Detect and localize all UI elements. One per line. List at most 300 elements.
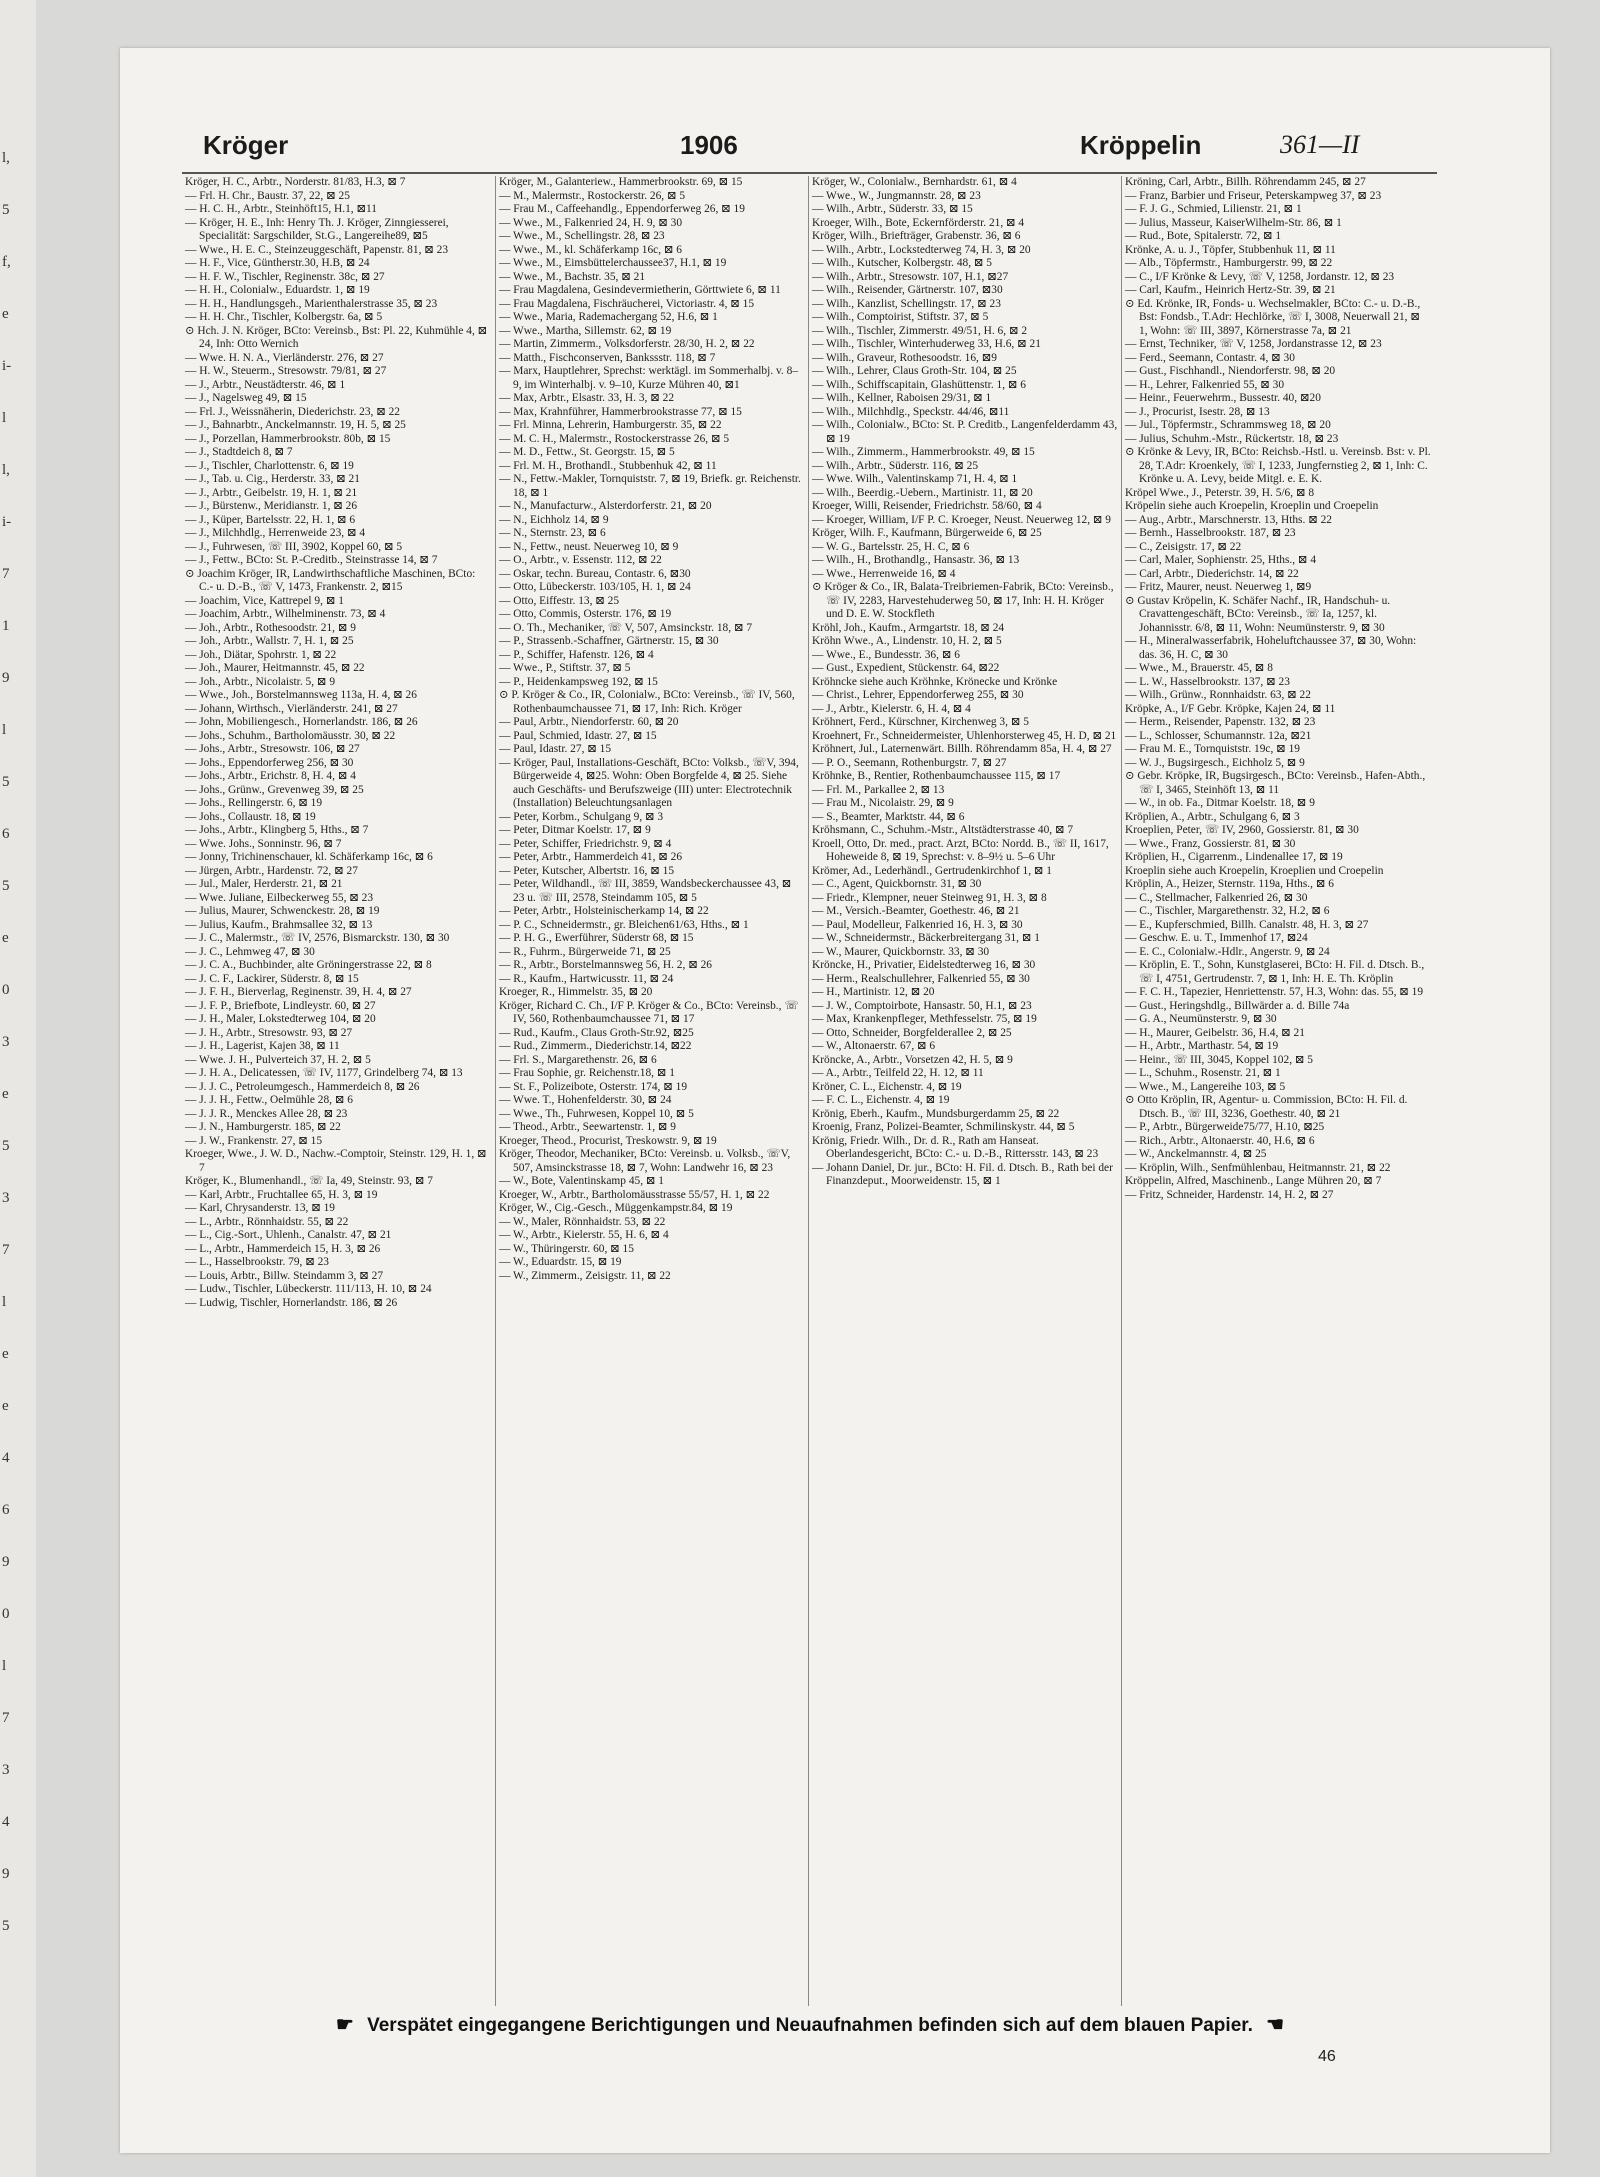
directory-entry: — Carl, Arbtr., Diederichstr. 14, ⊠ 22 xyxy=(1125,567,1299,580)
directory-entry: — Paul, Modelleur, Falkenried 16, H. 3, ⊠ 30 xyxy=(812,918,1023,931)
directory-entry: — Heinr., ☏ III, 3045, Koppel 102, ⊠ 5 xyxy=(1125,1053,1313,1066)
directory-entry: — L., Cig.-Sort., Uhlenh., Canalstr. 47, ⊠ 21 xyxy=(185,1229,392,1241)
margin-mark: e xyxy=(2,306,9,322)
directory-entry: — Kröplin, E. T., Sohn, Kunstglaserei, BCto: H. Fil. d. Dtsch. B., ☏ I, 4751, Gertrudenstr. 7, ⊠ 1, Inh: H. E. Th. Kröplin xyxy=(1125,959,1425,985)
directory-entry: Kroeger, W., Arbtr., Bartholomäusstrasse 55/57, H. 1, ⊠ 22 xyxy=(499,1188,770,1201)
directory-entry: Krömer, Ad., Lederhändl., Gertrudenkirchhof 1, ⊠ 1 xyxy=(812,864,1052,877)
directory-entry: — Peter, Arbtr., Holsteinischerkamp 14, ⊠ 22 xyxy=(499,905,709,917)
directory-entry: Kroeger, Willi, Reisender, Friedrichstr. 58/60, ⊠ 4 xyxy=(812,500,1042,512)
margin-mark: 3 xyxy=(2,1762,10,1778)
directory-entry: — Max, Arbtr., Elsastr. 33, H. 3, ⊠ 22 xyxy=(499,392,675,404)
directory-entry: — Karl, Chrysanderstr. 13, ⊠ 19 xyxy=(185,1202,336,1214)
margin-mark: 7 xyxy=(2,566,10,582)
directory-entry: — Joh., Arbtr., Rothesoodstr. 21, ⊠ 9 xyxy=(185,621,356,634)
directory-entry: — J., Bürstenw., Meridianstr. 1, ⊠ 26 xyxy=(185,500,358,512)
margin-mark: 7 xyxy=(2,1710,10,1726)
directory-entry: — Theod., Arbtr., Seewartenstr. 1, ⊠ 9 xyxy=(499,1121,677,1133)
margin-mark: 0 xyxy=(2,1606,10,1622)
directory-entry: — R., Kaufm., Hartwicusstr. 11, ⊠ 24 xyxy=(499,972,674,985)
directory-entry: — Paul, Schmied, Idastr. 27, ⊠ 15 xyxy=(499,729,657,742)
margin-mark: 7 xyxy=(2,1242,10,1258)
directory-entry: — Jürgen, Arbtr., Hardenstr. 72, ⊠ 27 xyxy=(185,864,358,877)
directory-entry: — Wilh., H., Brothandlg., Hansastr. 36, ⊠ 13 xyxy=(812,554,1020,566)
directory-entry: — N., Manufacturw., Alsterdorferstr. 21, ⊠ 20 xyxy=(499,500,712,512)
directory-entry: — W., Arbtr., Kielerstr. 55, H. 6, ⊠ 4 xyxy=(499,1229,669,1241)
directory-entry: — J. W., Comptoirbote, Hansastr. 50, H.1, ⊠ 23 xyxy=(812,999,1032,1012)
directory-entry: — Wilh., Schiffscapitain, Glashüttenstr. 1, ⊠ 6 xyxy=(812,378,1026,391)
directory-entry: — W., Eduardstr. 15, ⊠ 19 xyxy=(499,1256,622,1268)
directory-entry: — Johs., Collaustr. 18, ⊠ 19 xyxy=(185,810,316,823)
directory-entry: — Johs., Arbtr., Klingberg 5, Hths., ⊠ 7 xyxy=(185,824,369,836)
directory-entry: — Frl. S., Margarethenstr. 26, ⊠ 6 xyxy=(499,1053,657,1066)
margin-mark: l, xyxy=(2,150,10,166)
directory-entry: Kroeger, Wwe., J. W. D., Nachw.-Comptoir, Steinstr. 129, H. 1, ⊠ 7 xyxy=(185,1148,487,1174)
directory-entry: Kroeger, R., Himmelstr. 35, ⊠ 20 xyxy=(499,986,653,998)
directory-entry: Kröhn Wwe., A., Lindenstr. 10, H. 2, ⊠ 5 xyxy=(812,635,1002,647)
directory-entry: — Geschw. E. u. T., Immenhof 17, ⊠24 xyxy=(1125,932,1308,944)
directory-entry: — Wwe., M., Langereihe 103, ⊠ 5 xyxy=(1125,1080,1286,1093)
directory-entry: — Wilh., Kanzlist, Schellingstr. 17, ⊠ 23 xyxy=(812,297,1001,310)
directory-entry: — Joh., Arbtr., Nicolaistr. 5, ⊠ 9 xyxy=(185,675,336,688)
directory-entry: — W. J., Bugsirgesch., Eichholz 5, ⊠ 9 xyxy=(1125,756,1305,769)
directory-entry: — Julius, Maurer, Schwenckestr. 28, ⊠ 19 xyxy=(185,905,380,917)
margin-mark: 9 xyxy=(2,670,10,686)
directory-entry: — Bernh., Hasselbrookstr. 187, ⊠ 23 xyxy=(1125,527,1296,539)
directory-entry: Kröner, C. L., Eichenstr. 4, ⊠ 19 xyxy=(812,1080,962,1093)
directory-entry: — H. F., Vice, Güntherstr.30, H.B, ⊠ 24 xyxy=(185,257,370,269)
directory-entry: — Jul., Maler, Herderstr. 21, ⊠ 21 xyxy=(185,878,343,890)
directory-entry: — Frl. J., Weissnäherin, Diederichstr. 23, ⊠ 22 xyxy=(185,405,401,418)
directory-entry: — Wwe., H. E. C., Steinzeuggeschäft, Papenstr. 81, ⊠ 23 xyxy=(185,243,449,256)
directory-entry: — O. Th., Mechaniker, ☏ V, 507, Amsinckstr. 18, ⊠ 7 xyxy=(499,621,753,634)
directory-entry: — E., Kupferschmied, Billh. Canalstr. 48, H. 3, ⊠ 27 xyxy=(1125,918,1369,931)
directory-entry: — N., Sternstr. 23, ⊠ 6 xyxy=(499,527,606,539)
directory-entry: — F. J. G., Schmied, Lilienstr. 21, ⊠ 1 xyxy=(1125,203,1302,215)
directory-entry: — Ernst, Techniker, ☏ V, 1258, Jordanstrasse 12, ⊠ 23 xyxy=(1125,338,1382,350)
directory-entry: — A., Arbtr., Teilfeld 22, H. 12, ⊠ 11 xyxy=(812,1067,984,1079)
directory-entry: Kröger, W., Colonialw., Bernhardstr. 61, ⊠ 4 xyxy=(812,176,1017,188)
margin-mark: 5 xyxy=(2,1918,10,1934)
directory-entry: — Franz, Barbier und Friseur, Peterskampweg 37, ⊠ 23 xyxy=(1125,189,1382,202)
directory-entry: Kröger, Wilh. F., Kaufmann, Bürgerweide 6, ⊠ 25 xyxy=(812,527,1042,539)
directory-entry: — Wwe., M., Eimsbüttelerchaussee37, H.1, ⊠ 19 xyxy=(499,257,727,269)
directory-entry: — Wwe., Joh., Borstelmannsweg 113a, H. 4, ⊠ 26 xyxy=(185,689,417,701)
directory-entry: — Louis, Arbtr., Billw. Steindamm 3, ⊠ 27 xyxy=(185,1269,384,1282)
margin-mark: l xyxy=(2,1294,7,1310)
directory-entry: — P., Arbtr., Bürgerweide75/77, H.10, ⊠25 xyxy=(1125,1121,1325,1133)
directory-entry: — H. H., Colonialw., Eduardstr. 1, ⊠ 19 xyxy=(185,284,370,296)
directory-entry: — C., Agent, Quickbornstr. 31, ⊠ 30 xyxy=(812,878,982,890)
margin-mark: f, xyxy=(2,254,11,270)
directory-entry: — Otto, Lübeckerstr. 103/105, H. 1, ⊠ 24 xyxy=(499,581,691,593)
directory-entry: — Frau Sophie, gr. Reichenstr.18, ⊠ 1 xyxy=(499,1067,675,1079)
directory-entry: — H. F. W., Tischler, Reginenstr. 38c, ⊠ 27 xyxy=(185,270,385,283)
directory-entry: — Wwe. Juliane, Eilbeckerweg 55, ⊠ 23 xyxy=(185,891,374,904)
directory-entry: Kroell, Otto, Dr. med., pract. Arzt, BCto: Nordd. B., ☏ II, 1617, Hoheweide 8, ⊠ 19, Sprechst: v. 8–9½ u. 5–6 Uhr xyxy=(812,837,1109,863)
margin-mark: 4 xyxy=(2,1814,10,1830)
directory-entry: — Johann, Wirthsch., Vierländerstr. 241, ⊠ 27 xyxy=(185,702,398,715)
directory-entry: — Frl. M. H., Brothandl., Stubbenhuk 42, ⊠ 11 xyxy=(499,459,717,472)
column-2 xyxy=(495,176,808,2006)
directory-entry: — Otto, Schneider, Borgfelderallee 2, ⊠ 25 xyxy=(812,1026,1012,1039)
directory-entry: — J. F. H., Bierverlag, Reginenstr. 39, H. 4, ⊠ 27 xyxy=(185,986,412,998)
directory-entry: — Carl, Kaufm., Heinrich Hertz-Str. 39, ⊠ 21 xyxy=(1125,284,1336,296)
directory-entry: ⊙ Hch. J. N. Kröger, BCto: Vereinsb., Bst: Pl. 22, Kuhmühle 4, ⊠ 24, Inh: Otto Wernich xyxy=(185,324,488,350)
margin-mark: 6 xyxy=(2,1502,10,1518)
margin-mark: 3 xyxy=(2,1190,10,1206)
directory-entry: — Wwe. T., Hohenfelderstr. 30, ⊠ 24 xyxy=(499,1094,672,1106)
directory-entry: — L., Hasselbrookstr. 79, ⊠ 23 xyxy=(185,1256,330,1268)
directory-entry: — N., Eichholz 14, ⊠ 9 xyxy=(499,513,609,526)
margin-mark: e xyxy=(2,1398,9,1414)
directory-entry: — Julius, Masseur, KaiserWilhelm-Str. 86, ⊠ 1 xyxy=(1125,216,1342,229)
directory-columns xyxy=(182,176,1437,2006)
margin-mark: 4 xyxy=(2,1450,10,1466)
directory-entry: — Ludw., Tischler, Lübeckerstr. 111/113, H. 10, ⊠ 24 xyxy=(185,1283,432,1295)
column-3 xyxy=(808,176,1121,2006)
directory-entry: — W., Schneidermstr., Bäckerbreitergang 31, ⊠ 1 xyxy=(812,932,1040,944)
directory-entry: — M. D., Fettw., St. Georgstr. 15, ⊠ 5 xyxy=(499,446,675,458)
directory-entry: Kröhl, Joh., Kaufm., Armgartstr. 18, ⊠ 24 xyxy=(812,621,1005,634)
directory-entry: — Paul, Idastr. 27, ⊠ 15 xyxy=(499,743,612,755)
directory-entry: — L., Schuhm., Rosenstr. 21, ⊠ 1 xyxy=(1125,1067,1281,1079)
directory-entry: — J., Procurist, Isestr. 28, ⊠ 13 xyxy=(1125,405,1270,418)
directory-entry: — H., Lehrer, Falkenried 55, ⊠ 30 xyxy=(1125,378,1285,391)
directory-entry: Kröplin, A., Heizer, Sternstr. 119a, Hths., ⊠ 6 xyxy=(1125,878,1334,890)
directory-entry: — J. J. H., Fettw., Oelmühle 28, ⊠ 6 xyxy=(185,1094,353,1106)
directory-entry: — W., Maler, Rönnhaidstr. 53, ⊠ 22 xyxy=(499,1215,666,1228)
directory-entry: — Joh., Diätar, Spohrstr. 1, ⊠ 22 xyxy=(185,648,337,661)
margin-mark: 5 xyxy=(2,774,10,790)
directory-entry: — J. W., Frankenstr. 27, ⊠ 15 xyxy=(185,1134,323,1147)
directory-entry: — Peter, Kutscher, Albertstr. 16, ⊠ 15 xyxy=(499,864,675,877)
directory-entry: — J. H., Lagerist, Kajen 38, ⊠ 11 xyxy=(185,1040,340,1052)
directory-entry: — Wilh., Beerdig.-Uebern., Martinistr. 11, ⊠ 20 xyxy=(812,486,1033,499)
directory-entry: Kröhsmann, C., Schuhm.-Mstr., Altstädterstrasse 40, ⊠ 7 xyxy=(812,824,1074,836)
directory-entry: — Peter, Korbm., Schulgang 9, ⊠ 3 xyxy=(499,810,664,823)
margin-mark: l xyxy=(2,1658,7,1674)
directory-entry: — Fritz, Schneider, Hardenstr. 14, H. 2, ⊠ 27 xyxy=(1125,1188,1334,1201)
directory-entry: — P. H. G., Ewerführer, Süderstr 68, ⊠ 15 xyxy=(499,932,694,944)
directory-entry: — Matth., Fischconserven, Bankssstr. 118, ⊠ 7 xyxy=(499,351,716,364)
directory-entry: Kröplien, A., Arbtr., Schulgang 6, ⊠ 3 xyxy=(1125,810,1300,823)
directory-entry: — Wilh., Graveur, Rothesoodstr. 16, ⊠9 xyxy=(812,351,997,364)
directory-entry: — H. H., Handlungsgeh., Marienthalerstrasse 35, ⊠ 23 xyxy=(185,297,438,310)
directory-entry: — Wilh., Arbtr., Lockstedterweg 74, H. 3, ⊠ 20 xyxy=(812,243,1031,256)
directory-entry: — Wilh., Kellner, Raboisen 29/31, ⊠ 1 xyxy=(812,392,992,404)
header-rule xyxy=(182,172,1437,174)
directory-entry: — Wilh., Arbtr., Süderstr. 33, ⊠ 15 xyxy=(812,203,973,215)
directory-entry: ⊙ Joachim Kröger, IR, Landwirthschaftliche Maschinen, BCto: C.- u. D.-B., ☏ V, 1473, Frankenstr. 2, ⊠15 xyxy=(185,567,476,593)
directory-entry: Kröhncke siehe auch Kröhnke, Krönecke und Krönke xyxy=(812,675,1058,688)
directory-entry: — Frl. H. Chr., Baustr. 37, 22, ⊠ 25 xyxy=(185,189,350,202)
directory-entry: — Oskar, techn. Bureau, Contastr. 6, ⊠30 xyxy=(499,567,691,580)
directory-entry: Kröhnert, Ferd., Kürschner, Kirchenweg 3, ⊠ 5 xyxy=(812,716,1029,728)
directory-entry: Kröger, Richard C. Ch., I/F P. Kröger & Co., BCto: Vereinsb., ☏ IV, 560, Rothenbaumchaussee 71, ⊠ 17 xyxy=(499,999,799,1025)
directory-entry: — Johs., Schuhm., Bartholomäusstr. 30, ⊠ 22 xyxy=(185,729,396,742)
directory-entry: ⊙ Kröger & Co., IR, Balata-Treibriemen-Fabrik, BCto: Vereinsb., ☏ IV, 2283, Harvestehuderweg 50, ⊠ 17, Inh: H. H. Kröger und D. E. W. Stockfleth xyxy=(812,581,1114,620)
directory-entry: — P. O., Seemann, Rothenburgstr. 7, ⊠ 27 xyxy=(812,756,1007,769)
directory-entry: — F. C. H., Tapezier, Henriettenstr. 57, H.3, Wohn: das. 55, ⊠ 19 xyxy=(1125,986,1424,998)
directory-entry: — H. W., Steuerm., Stresowstr. 79/81, ⊠ 27 xyxy=(185,365,387,377)
directory-entry: Kroehnert, Fr., Schneidermeister, Uhlenhorsterweg 45, H. D, ⊠ 21 xyxy=(812,729,1117,742)
margin-mark: 0 xyxy=(2,982,10,998)
directory-entry: — J., Tab. u. Cig., Herderstr. 33, ⊠ 21 xyxy=(185,473,360,485)
footer-notice-text: Verspätet eingegangene Berichtigungen und Neuaufnahmen befinden sich auf dem blauen Papier. xyxy=(367,2015,1253,2036)
directory-entry: — Max, Krankenpfleger, Methfesselstr. 75, ⊠ 19 xyxy=(812,1013,1037,1025)
directory-entry: — Aug., Arbtr., Marschnerstr. 13, Hths. ⊠ 22 xyxy=(1125,513,1332,526)
pointing-hand-right-icon: ☚ xyxy=(1266,2014,1285,2036)
margin-mark: l xyxy=(2,410,7,426)
directory-entry: — Johs., Eppendorferweg 256, ⊠ 30 xyxy=(185,756,354,769)
header-year: 1906 xyxy=(680,130,738,160)
directory-entry: ⊙ Gustav Kröpelin, K. Schäfer Nachf., IR, Handschuh- u. Cravattengeschäft, BCto: Vereinsb., ☏ Ia, 1257, kl. Johannisstr. 6/8, ⊠ 11, Wohn: Neumünsterstr. 9, ⊠ 30 xyxy=(1125,594,1391,634)
directory-entry: — N., Fettw.-Makler, Tornquiststr. 7, ⊠ 19, Briefk. gr. Reichenstr. 18, ⊠ 1 xyxy=(499,473,801,499)
directory-entry: — Peter, Wildhandl., ☏ III, 3859, Wandsbeckerchaussee 43, ⊠ 23 u. ☏ III, 2578, Steindamm 105, ⊠ 5 xyxy=(499,878,792,904)
directory-entry: — W. G., Bartelsstr. 25, H. C, ⊠ 6 xyxy=(812,540,970,553)
directory-entry: — Wilh., Tischler, Winterhuderweg 33, H.6, ⊠ 21 xyxy=(812,338,1041,350)
margin-mark: 9 xyxy=(2,1866,10,1882)
directory-entry: — J., Küper, Bartelsstr. 22, H. 1, ⊠ 6 xyxy=(185,513,356,526)
footer-notice xyxy=(185,2012,1435,2042)
directory-entry: — Wwe., M., Bachstr. 35, ⊠ 21 xyxy=(499,270,646,283)
directory-entry: — J., Arbtr., Geibelstr. 19, H. 1, ⊠ 21 xyxy=(185,486,358,499)
directory-entry: — Wwe., M., Brauerstr. 45, ⊠ 8 xyxy=(1125,662,1273,674)
directory-entry: — Jul., Töpfermstr., Schrammsweg 18, ⊠ 20 xyxy=(1125,419,1331,431)
directory-entry: Kroeplin siehe auch Kroepelin, Kroeplien und Croepelin xyxy=(1125,864,1384,877)
directory-entry: — Wwe., M., Falkenried 24, H. 9, ⊠ 30 xyxy=(499,216,683,229)
directory-entry: — Wilh., Arbtr., Stresowstr. 107, H.1, ⊠27 xyxy=(812,270,1009,283)
pointing-hand-left-icon: ☛ xyxy=(335,2014,354,2036)
directory-entry: ⊙ Otto Kröplin, IR, Agentur- u. Commission, BCto: H. Fil. d. Dtsch. B., ☏ III, 3236, Goethestr. 40, ⊠ 21 xyxy=(1125,1094,1408,1120)
directory-entry: — Joh., Arbtr., Wallstr. 7, H. 1, ⊠ 25 xyxy=(185,635,354,647)
directory-entry: — Wilh., Kutscher, Kolbergstr. 48, ⊠ 5 xyxy=(812,257,993,269)
directory-entry: — Kröger, Paul, Installations-Geschäft, BCto: Volksb., ☏V, 394, Bürgerweide 4, ⊠25. Wohn: Oben Borgfelde 4, ⊠ 25. Siehe auch Geschäfts- und Berufszweige (III) unter: Electrotechnik (Installation) Beleuchtungsanlagen xyxy=(499,756,799,809)
directory-entry: — Ludwig, Tischler, Hornerlandstr. 186, ⊠ 26 xyxy=(185,1296,398,1309)
directory-entry: — Julius, Kaufm., Brahmsallee 32, ⊠ 13 xyxy=(185,918,373,931)
margin-mark: i- xyxy=(2,358,12,374)
directory-entry: — H., Mineralwasserfabrik, Hoheluftchaussee 37, ⊠ 30, Wohn: das. 36, H. C, ⊠ 30 xyxy=(1125,635,1417,661)
directory-entry: ⊙ P. Kröger & Co., IR, Colonialw., BCto: Vereinsb., ☏ IV, 560, Rothenbaumchaussee 71, ⊠ 17, Inh: Rich. Kröger xyxy=(499,689,795,715)
directory-entry: — Wwe., Franz, Gossierstr. 81, ⊠ 30 xyxy=(1125,837,1296,850)
directory-entry: — Johann Daniel, Dr. jur., BCto: H. Fil. d. Dtsch. B., Rath bei der Finanzdeput., Moorweidenstr. 15, ⊠ 1 xyxy=(812,1161,1113,1187)
directory-entry: Kröger, Theodor, Mechaniker, BCto: Vereinsb. u. Volksb., ☏V, 507, Amsinckstrasse 18, ⊠ 7, Wohn: Landwehr 16, ⊠ 23 xyxy=(499,1148,791,1174)
directory-entry: — Max, Krahnführer, Hammerbrookstrasse 77, ⊠ 15 xyxy=(499,405,742,418)
directory-entry: — Otto, Eiffestr. 13, ⊠ 25 xyxy=(499,594,620,607)
directory-entry: — Kroeger, William, I/F P. C. Kroeger, Neust. Neuerweg 12, ⊠ 9 xyxy=(812,513,1111,526)
directory-entry: ⊙ Krönke & Levy, IR, BCto: Reichsb.-Hstl. u. Vereinsb. Bst: v. Pl. 28, T.Adr: Kroenkely, ☏ I, 1233, Jungfernstieg 2, ⊠ 1, Inh: C. Krönke u. A. Levy, beide Mitgl. e. E. K. xyxy=(1125,446,1431,485)
directory-entry: — J., Bahnarbtr., Anckelmannstr. 19, H. 5, ⊠ 25 xyxy=(185,419,406,431)
directory-entry: Kröger, W., Cig.-Gesch., Müggenkampstr.84, ⊠ 19 xyxy=(499,1202,733,1214)
directory-entry: — Carl, Maler, Sophienstr. 25, Hths., ⊠ 4 xyxy=(1125,554,1317,566)
margin-mark: l, xyxy=(2,462,10,478)
directory-entry: — Wwe., M., kl. Schäferkamp 16c, ⊠ 6 xyxy=(499,243,683,256)
header-page-label: 361—II xyxy=(1280,130,1360,159)
directory-entry: — Johs., Grünw., Grevenweg 39, ⊠ 25 xyxy=(185,783,364,796)
directory-entry: — J. J. R., Menckes Allee 28, ⊠ 23 xyxy=(185,1107,348,1120)
directory-entry: Kroeger, Wilh., Bote, Eckernförderstr. 21, ⊠ 4 xyxy=(812,216,1025,229)
directory-entry: — G. A., Neumünsterstr. 9, ⊠ 30 xyxy=(1125,1013,1277,1025)
directory-entry: — Wilh., Comptoirist, Stiftstr. 37, ⊠ 5 xyxy=(812,311,989,323)
directory-entry: — P., Schiffer, Hafenstr. 126, ⊠ 4 xyxy=(499,648,654,661)
directory-entry: — Herm., Reisender, Papenstr. 132, ⊠ 23 xyxy=(1125,716,1316,728)
column-1 xyxy=(182,176,495,2006)
directory-entry: Krönke, A. u. J., Töpfer, Stubbenhuk 11, ⊠ 11 xyxy=(1125,243,1336,256)
directory-entry: — J., Fuhrwesen, ☏ III, 3902, Koppel 60, ⊠ 5 xyxy=(185,540,403,553)
directory-entry: — W., Zimmerm., Zeisigstr. 11, ⊠ 22 xyxy=(499,1269,671,1282)
directory-entry: — Wwe. Wilh., Valentinskamp 71, H. 4, ⊠ 1 xyxy=(812,473,1018,485)
directory-entry: — Karl, Arbtr., Fruchtallee 65, H. 3, ⊠ 19 xyxy=(185,1188,378,1201)
directory-entry: — Wwe., W., Jungmannstr. 28, ⊠ 23 xyxy=(812,189,981,202)
header-last-name: Kröppelin xyxy=(1080,130,1202,160)
directory-entry: — Fritz, Maurer, neust. Neuerweg 1, ⊠9 xyxy=(1125,581,1312,593)
directory-entry: — Julius, Schuhm.-Mstr., Rückertstr. 18, ⊠ 23 xyxy=(1125,432,1339,445)
directory-entry: — Peter, Ditmar Koelstr. 17, ⊠ 9 xyxy=(499,824,651,836)
directory-entry: — Frl. Minna, Lehrerin, Hamburgerstr. 35, ⊠ 22 xyxy=(499,419,722,431)
running-header xyxy=(70,130,1420,170)
directory-entry: — Kröplin, Wilh., Senfmühlenbau, Heitmannstr. 21, ⊠ 22 xyxy=(1125,1161,1391,1174)
directory-entry: — Gust., Fischhandl., Niendorferstr. 98, ⊠ 20 xyxy=(1125,365,1336,377)
margin-mark: 3 xyxy=(2,1034,10,1050)
directory-entry: — Friedr., Klempner, neuer Steinweg 91, H. 3, ⊠ 8 xyxy=(812,891,1047,904)
directory-entry: — Wwe., Maria, Rademachergang 52, H.6, ⊠ 1 xyxy=(499,311,718,323)
header-first-name: Kröger xyxy=(203,130,289,160)
directory-entry: — St. F., Polizeibote, Osterstr. 174, ⊠ 19 xyxy=(499,1080,688,1093)
directory-entry: Kroenig, Franz, Polizei-Beamter, Schmilinskystr. 44, ⊠ 5 xyxy=(812,1121,1075,1133)
directory-entry: — W., Anckelmannstr. 4, ⊠ 25 xyxy=(1125,1148,1267,1160)
directory-entry: — C., Tischler, Margarethenstr. 32, H.2, ⊠ 6 xyxy=(1125,905,1330,917)
directory-entry: — C., Zeisigstr. 17, ⊠ 22 xyxy=(1125,540,1242,553)
directory-entry: — Ferd., Seemann, Contastr. 4, ⊠ 30 xyxy=(1125,351,1295,364)
directory-entry: — Wwe., Herrenweide 16, ⊠ 4 xyxy=(812,567,956,580)
directory-entry: Kröppelin, Alfred, Maschinenb., Lange Mühren 20, ⊠ 7 xyxy=(1125,1175,1382,1187)
directory-entry: — O., Arbtr., v. Essenstr. 112, ⊠ 22 xyxy=(499,554,662,566)
directory-entry: — Heinr., Feuerwehrm., Bussestr. 40, ⊠20 xyxy=(1125,392,1321,404)
directory-entry: — Kröger, H. E., Inh: Henry Th. J. Kröger, Zinngiesserei, Specialität: Sargschilder, St.G., Langereihe89, ⊠5 xyxy=(185,216,449,242)
directory-entry: — Wwe. H. N. A., Vierländerstr. 276, ⊠ 27 xyxy=(185,351,384,364)
directory-entry: — Marx, Hauptlehrer, Sprechst: werktägl. im Sommerhalbj. v. 8–9, im Winterhalbj. v. 9–10, Kurze Mühren 40, ⊠1 xyxy=(499,365,799,391)
margin-mark: 1 xyxy=(2,618,10,634)
directory-entry: Kröncke, A., Arbtr., Vorsetzen 42, H. 5, ⊠ 9 xyxy=(812,1053,1013,1066)
directory-entry: — P., Strassenb.-Schaffner, Gärtnerstr. 15, ⊠ 30 xyxy=(499,635,719,647)
directory-entry: — Joachim, Vice, Kattrepel 9, ⊠ 1 xyxy=(185,594,344,607)
directory-entry: — J. J. C., Petroleumgesch., Hammerdeich 8, ⊠ 26 xyxy=(185,1080,420,1093)
directory-entry: — R., Arbtr., Borstelmannsweg 56, H. 2, ⊠ 26 xyxy=(499,959,712,971)
directory-entry: — Rud., Bote, Spitalerstr. 72, ⊠ 1 xyxy=(1125,230,1282,242)
directory-entry: — Frau Magdalena, Gesindevermietherin, Görttwiete 6, ⊠ 11 xyxy=(499,284,781,296)
directory-entry: Kröpelin siehe auch Kroepelin, Kroeplin und Croepelin xyxy=(1125,500,1379,512)
directory-entry: — Wwe., M., Schellingstr. 28, ⊠ 23 xyxy=(499,230,665,242)
directory-entry: — M., Malermstr., Rostockerstr. 26, ⊠ 5 xyxy=(499,189,686,202)
directory-entry: — Wwe., Th., Fuhrwesen, Koppel 10, ⊠ 5 xyxy=(499,1107,694,1120)
directory-entry: — J., Fettw., BCto: St. P.-Creditb., Steinstrasse 14, ⊠ 7 xyxy=(185,554,438,566)
directory-entry: — W., Bote, Valentinskamp 45, ⊠ 1 xyxy=(499,1175,665,1187)
directory-entry: Kröger, H. C., Arbtr., Norderstr. 81/83, H.3, ⊠ 7 xyxy=(185,176,406,188)
directory-entry: — L. W., Hasselbrookstr. 137, ⊠ 23 xyxy=(1125,675,1290,688)
directory-entry: Kröplien, H., Cigarrenm., Lindenallee 17, ⊠ 19 xyxy=(1125,851,1343,863)
directory-entry: — Paul, Arbtr., Niendorferstr. 60, ⊠ 20 xyxy=(499,716,679,728)
directory-entry: — J. C., Lehmweg 47, ⊠ 30 xyxy=(185,945,315,958)
directory-entry: — John, Mobiliengesch., Hornerlandstr. 186, ⊠ 26 xyxy=(185,716,418,728)
column-4 xyxy=(1121,176,1434,2006)
directory-entry: — Frau M., Caffeehandlg., Eppendorferweg 26, ⊠ 19 xyxy=(499,203,745,215)
directory-entry: — Johs., Arbtr., Stresowstr. 106, ⊠ 27 xyxy=(185,743,360,755)
directory-entry: — Herm., Realschullehrer, Falkenried 55, ⊠ 30 xyxy=(812,972,1030,985)
directory-entry: — J. C. A., Buchbinder, alte Gröningerstrasse 22, ⊠ 8 xyxy=(185,959,432,971)
directory-entry: — H. H. Chr., Tischler, Kolbergstr. 6a, ⊠ 5 xyxy=(185,311,383,323)
directory-entry: — Wilh., Reisender, Gärtnerstr. 107, ⊠30 xyxy=(812,284,1003,296)
directory-entry: — J. F. P., Briefbote, Lindleystr. 60, ⊠ 27 xyxy=(185,999,376,1012)
directory-entry: — Wilh., Colonialw., BCto: St. P. Creditb., Langenfelderdamm 43, ⊠ 19 xyxy=(812,419,1118,445)
directory-entry: — Wwe., E., Bundesstr. 36, ⊠ 6 xyxy=(812,648,960,661)
directory-entry: — J., Nagelsweg 49, ⊠ 15 xyxy=(185,392,307,404)
directory-entry: — Frau Magdalena, Fischräucherei, Victoriastr. 4, ⊠ 15 xyxy=(499,297,755,310)
directory-entry: — R., Fuhrm., Bürgerweide 71, ⊠ 25 xyxy=(499,945,671,958)
left-margin-strip xyxy=(0,0,36,2177)
directory-entry: — Johs., Rellingerstr. 6, ⊠ 19 xyxy=(185,797,323,809)
directory-entry: — Frl. M., Parkallee 2, ⊠ 13 xyxy=(812,783,945,796)
directory-entry: — Joh., Maurer, Heitmannstr. 45, ⊠ 22 xyxy=(185,662,365,674)
directory-entry: ⊙ Ed. Krönke, IR, Fonds- u. Wechselmakler, BCto: C.- u. D.-B., Bst: Fondsb., T.Adr: Hechlörke, ☏ I, 3008, Neuerwall 21, ⊠ 1, Wohn: ☏ III, 3897, Körnerstrasse 7a, ⊠ 21 xyxy=(1125,297,1421,337)
directory-entry: Kroeger, Theod., Procurist, Treskowstr. 9, ⊠ 19 xyxy=(499,1134,717,1147)
directory-entry: — F. C. L., Eichenstr. 4, ⊠ 19 xyxy=(812,1094,950,1106)
directory-entry: — Martin, Zimmerm., Volksdorferstr. 28/30, H. 2, ⊠ 22 xyxy=(499,338,755,350)
directory-entry: — H., Arbtr., Marthastr. 54, ⊠ 19 xyxy=(1125,1040,1279,1052)
margin-mark: 5 xyxy=(2,1138,10,1154)
margin-mark: l xyxy=(2,722,7,738)
directory-entry: — J. C. F., Lackirer, Süderstr. 8, ⊠ 15 xyxy=(185,972,359,985)
directory-entry: — J., Arbtr., Kielerstr. 6, H. 4, ⊠ 4 xyxy=(812,702,971,715)
directory-entry: — P., Heidenkampsweg 192, ⊠ 15 xyxy=(499,675,658,688)
directory-entry: Kröger, Wilh., Briefträger, Grabenstr. 36, ⊠ 6 xyxy=(812,230,1021,242)
directory-entry: — S., Beamter, Marktstr. 44, ⊠ 6 xyxy=(812,810,965,823)
directory-entry: Kröpke, A., I/F Gebr. Kröpke, Kajen 24, ⊠ 11 xyxy=(1125,702,1336,715)
directory-entry: — Frau M. E., Tornquiststr. 19c, ⊠ 19 xyxy=(1125,743,1300,755)
margin-mark: 9 xyxy=(2,1554,10,1570)
directory-entry: — Wwe., P., Stiftstr. 37, ⊠ 5 xyxy=(499,662,631,674)
directory-entry: — W., Thüringerstr. 60, ⊠ 15 xyxy=(499,1242,634,1255)
margin-mark: e xyxy=(2,930,9,946)
directory-entry: — Peter, Arbtr., Hammerdeich 41, ⊠ 26 xyxy=(499,851,683,863)
directory-entry: — Wwe. Johs., Sonninstr. 96, ⊠ 7 xyxy=(185,837,342,850)
directory-entry: — Christ., Lehrer, Eppendorferweg 255, ⊠ 30 xyxy=(812,689,1024,701)
margin-mark: 5 xyxy=(2,878,10,894)
directory-entry: Krönig, Eberh., Kaufm., Mundsburgerdamm 25, ⊠ 22 xyxy=(812,1107,1060,1120)
directory-entry: — Johs., Arbtr., Erichstr. 8, H. 4, ⊠ 4 xyxy=(185,770,356,782)
directory-entry: — M. C. H., Malermstr., Rostockerstrasse 26, ⊠ 5 xyxy=(499,432,730,445)
directory-entry: — Rich., Arbtr., Altonaerstr. 40, H.6, ⊠ 6 xyxy=(1125,1134,1315,1147)
directory-entry: Kröger, K., Blumenhandl., ☏ Ia, 49, Steinstr. 93, ⊠ 7 xyxy=(185,1175,433,1187)
directory-entry: — H. C. H., Arbtr., Steinhöft15, H.1, ⊠11 xyxy=(185,203,378,215)
directory-entry: Kröhnke, B., Rentier, Rothenbaumchaussee 115, ⊠ 17 xyxy=(812,770,1061,782)
margin-mark: e xyxy=(2,1086,9,1102)
directory-entry: — J., Stadtdeich 8, ⊠ 7 xyxy=(185,446,293,458)
directory-entry: — L., Arbtr., Hammerdeich 15, H. 3, ⊠ 26 xyxy=(185,1242,381,1255)
directory-entry: — H., Maurer, Geibelstr. 36, H.4, ⊠ 21 xyxy=(1125,1026,1305,1039)
directory-entry: — Gust., Expedient, Stückenstr. 64, ⊠22 xyxy=(812,662,1000,674)
directory-entry: — H., Martinistr. 12, ⊠ 20 xyxy=(812,986,935,998)
page-number: 46 xyxy=(1318,2048,1336,2065)
directory-entry: — Wwe. J. H., Pulverteich 37, H. 2, ⊠ 5 xyxy=(185,1053,371,1066)
directory-entry: Kröncke, H., Privatier, Eidelstedterweg 16, ⊠ 30 xyxy=(812,959,1036,971)
directory-entry: — Wilh., Milchhdlg., Speckstr. 44/46, ⊠11 xyxy=(812,405,1010,418)
directory-entry: — J., Milchhdlg., Herrenweide 23, ⊠ 4 xyxy=(185,527,366,539)
directory-entry: Kröning, Carl, Arbtr., Billh. Röhrendamm 245, ⊠ 27 xyxy=(1125,176,1366,188)
margin-mark: e xyxy=(2,1346,9,1362)
margin-mark: 5 xyxy=(2,202,10,218)
directory-entry: — Wilh., Arbtr., Süderstr. 116, ⊠ 25 xyxy=(812,459,979,472)
directory-entry: Kröhnert, Jul., Laternenwärt. Billh. Röhrendamm 85a, H. 4, ⊠ 27 xyxy=(812,743,1112,755)
